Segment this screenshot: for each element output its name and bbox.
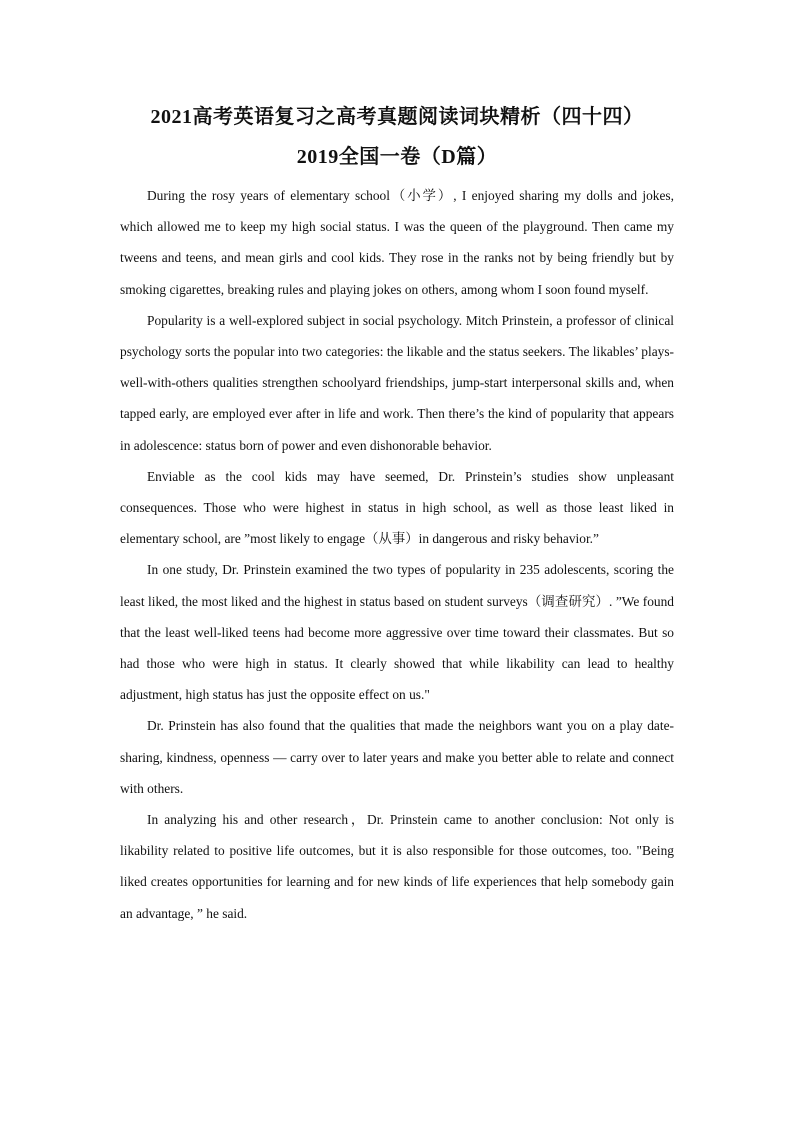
document-subtitle: 2019全国一卷（D篇） xyxy=(296,146,498,168)
document-body xyxy=(120,180,674,929)
paragraph-1: During the rosy years of elementary school（小学）, I enjoyed sharing my dolls and jokes, which allowed me to keep my high social status. I was the queen of the playground. Then came my tweens and teens, and mean girls and cool kids. They rose in the ranks not by being friendly but by smoking cigarettes, breaking rules and playing jokes on others, among whom I soon found myself. xyxy=(120,188,674,297)
paragraph-6: In analyzing his and other research，Dr. Prinstein came to another conclusion: Not only is likability related to positive life outcomes, but it is also responsible for those outcomes, too. "Being liked creates opportunities for learning and for new kinds of life experiences that help somebody gain an advantage, ” he said. xyxy=(120,812,674,921)
paragraph-5: Dr. Prinstein has also found that the qualities that made the neighbors want you on a play date-sharing, kindness, openness — carry over to later years and make you better able to relate and connect with others. xyxy=(120,718,674,796)
document-title: 2021高考英语复习之高考真题阅读词块精析（四十四） xyxy=(150,106,644,128)
paragraph-2: Popularity is a well-explored subject in social psychology. Mitch Prinstein, a professor of clinical psychology sorts the popular into two categories: the likable and the status seekers. The likables’ plays-well-with-others qualities strengthen schoolyard friendships, jump-start interpersonal skills and, when tapped early, are employed ever after in life and work. Then there’s the kind of popularity that appears in adolescence: status born of power and even dishonorable behavior. xyxy=(120,312,674,453)
paragraph-4: In one study, Dr. Prinstein examined the two types of popularity in 235 adolescents, scoring the least liked, the most liked and the highest in status based on student surveys（调查研究）. ”We found that the least well-liked teens had become more aggressive over time toward their classmates. But so had those who were high in status. It clearly showed that while likability can lead to healthy adjustment, high status has just the opposite effect on us." xyxy=(120,562,674,703)
paragraph-3: Enviable as the cool kids may have seemed, Dr. Prinstein’s studies show unpleasant consequences. Those who were highest in status in high school, as well as those least liked in elementary school, are ”most likely to engage（从事）in dangerous and risky behavior.” xyxy=(120,468,674,547)
